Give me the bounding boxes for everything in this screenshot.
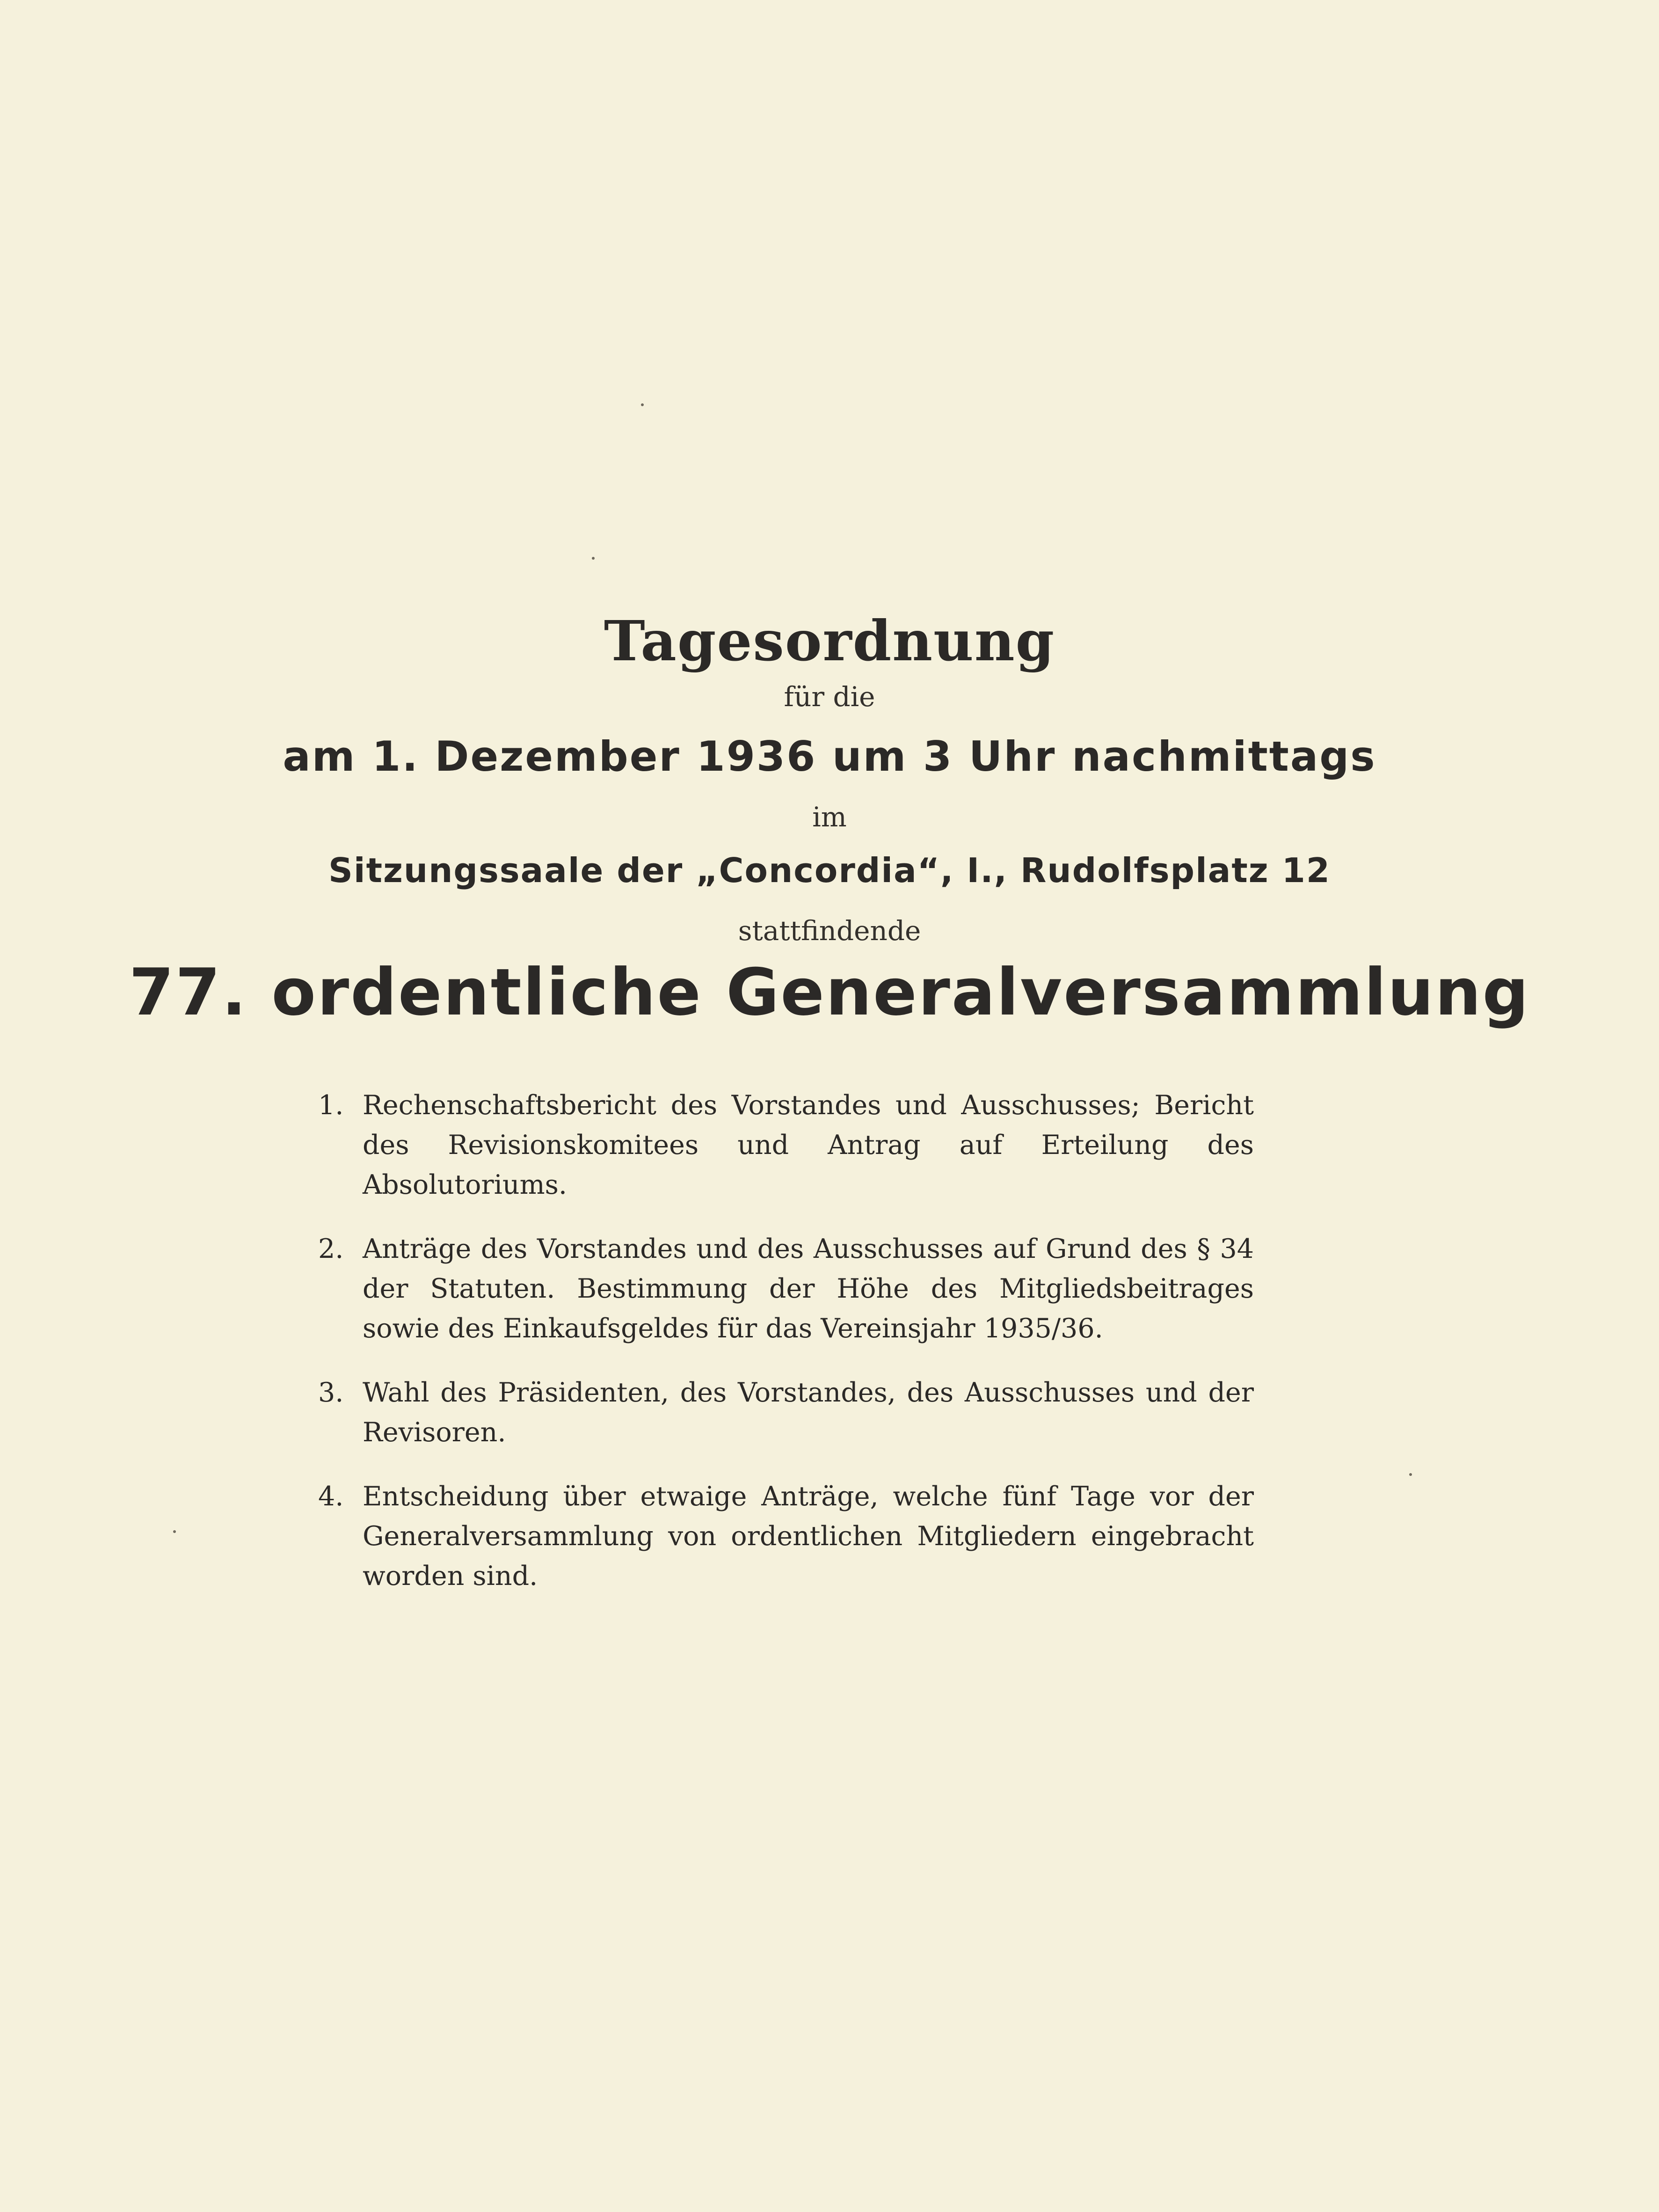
agenda-item-text: Entscheidung über etwaige Anträge, welche fünf Tage vor der Generalversammlung von ordentlichen Mitgliedern eingebracht worden sind. xyxy=(363,1481,1254,1591)
paper-speck xyxy=(592,557,595,560)
agenda-item-number: 3. xyxy=(318,1377,344,1408)
agenda-item xyxy=(318,1477,1254,1596)
for-the-text: für die xyxy=(784,681,875,713)
agenda-item-number: 4. xyxy=(318,1481,344,1512)
agenda-list xyxy=(318,1086,1254,1621)
agenda-item-number: 2. xyxy=(318,1234,344,1264)
agenda-item xyxy=(318,1373,1254,1453)
paper-speck xyxy=(173,1530,176,1533)
agenda-item-number: 1. xyxy=(318,1090,344,1121)
paper-speck xyxy=(641,403,644,406)
agenda-item-text: Wahl des Präsidenten, des Vorstandes, des Ausschusses und der Revisoren. xyxy=(363,1377,1254,1448)
in-text: im xyxy=(812,801,847,833)
paper-speck xyxy=(1409,1473,1412,1476)
page-title: Tagesordnung xyxy=(604,608,1055,673)
venue-line: Sitzungssaale der „Concordia“, I., Rudolfsplatz 12 xyxy=(328,851,1331,890)
date-line: am 1. Dezember 1936 um 3 Uhr nachmittags xyxy=(283,732,1376,781)
agenda-item-text: Rechenschaftsbericht des Vorstandes und Ausschusses; Bericht des Revisionskomitees und Antrag auf Erteilung des Absolutoriums. xyxy=(363,1090,1254,1200)
taking-place-text: stattfindende xyxy=(738,915,921,947)
agenda-item xyxy=(318,1229,1254,1349)
agenda-item-text: Anträge des Vorstandes und des Ausschusses auf Grund des § 34 der Statuten. Bestimmung der Höhe des Mitgliedsbeitrages sowie des Einkaufsgeldes für das Vereinsjahr 1935/36. xyxy=(363,1234,1254,1344)
assembly-heading: 77. ordentliche Generalversammlung xyxy=(129,955,1530,1030)
agenda-item xyxy=(318,1086,1254,1205)
